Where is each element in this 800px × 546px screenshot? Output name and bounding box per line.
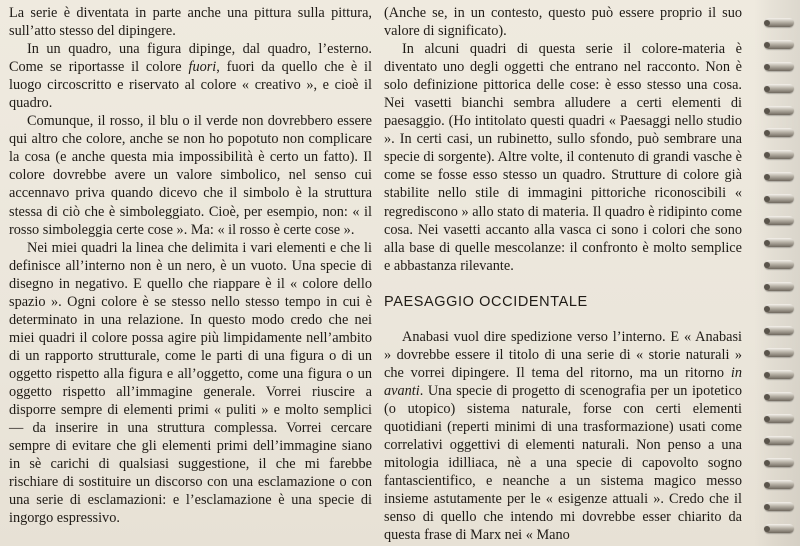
spiral-binding [754, 0, 800, 546]
binding-hole [764, 42, 770, 48]
binding-hole [764, 328, 770, 334]
paragraph-text: Anabasi vuol dire spedizione verso l’interno. E « Anabasi » dovrebbe essere il titolo di una serie di « storie naturali » che vorrei dipingere. Il tema del ritorno, ma un ritorno [384, 328, 742, 381]
binding-hole [764, 218, 770, 224]
binding-hole [764, 394, 770, 400]
binding-hole [764, 438, 770, 444]
section-heading: PAESAGGIO OCCIDENTALE [384, 293, 588, 310]
binding-hole [764, 284, 770, 290]
binding-hole [764, 372, 770, 378]
paragraph-text: . Una specie di progetto di scenografia per un ipotetico (o utopico) sistema naturale, forse con certi elementi quotidiani (reperti minimi di una trasformazione) usati come correlativi oggettivi di elementi naturali. Non penso a una mitologia idilliaca, nè a una specie di capovolto sogno fantascientifico, e neanche a un sistema magico messo insieme astutamente per le « esigenze attuali ». Credo che il senso di quello che intendo mi dovrebbe esser chiarito da questa frase di Marx nei « Mano [384, 382, 742, 544]
paragraph: Nei miei quadri la linea che delimita i vari elementi e che li definisce all’interno non è un nero, è un vuoto. Una specie di disegno in negativo. E quello che riappare è il « colore dello spazio ». Ogni colore è se stesso nello stesso tempo in cui è determinato in una relazione. In questo modo credo che nei miei quadri il colore possa agire più limpidamente nell’ambito di un rapporto strutturale, come le parti di una figura o di un oggetto rispetto alla figura e all’oggetto, come una figura o un oggetto rispetto all’immagine generale. Vorrei riuscire a disporre sempre di elementi primi « puliti » e molto semplici — da inserire in una struttura complessa. Vorrei cercare sempre di evitare che gli elementi primi dell’immagine siano in sè carichi di qualsiasi suggestione, il che mi farebbe rischiare di sostituire un discorso con una esclamazione o con una serie di esclamazioni: e l’esclamazione è una specie di ingorgo espressivo. [9, 239, 372, 527]
binding-hole [764, 460, 770, 466]
binding-hole [764, 306, 770, 312]
binding-hole [764, 416, 770, 422]
binding-hole [764, 482, 770, 488]
binding-hole [764, 526, 770, 532]
binding-hole [764, 86, 770, 92]
paragraph-text: , fuori da quello che è il luogo circoscritto e riservato al colore « creativo », e cioè il quadro. [9, 59, 372, 112]
spacer [384, 311, 742, 328]
binding-hole [764, 20, 770, 26]
right-column [384, 4, 742, 544]
paragraph: La serie è diventata in parte anche una pittura sulla pittura, sull’atto stesso del dipingere. [9, 5, 372, 40]
binding-hole [764, 196, 770, 202]
binding-hole [764, 64, 770, 70]
paragraph-text: In un quadro, una figura dipinge, dal quadro, l’esterno. Come se riportasse il colore [9, 41, 372, 76]
paragraph: Comunque, il rosso, il blu o il verde non dovrebbero essere qui altro che colore, anche se non ho popotuto non complicare la cosa (e anche questa mia impossibilità è certo un fatto). Il colore dovrebbe avere un valore simbolico, nel senso cui accennavo priva quando dicevo che il simbolo è la struttura stessa di ciò che è simboleggiato. Cioè, per esempio, non: « il rosso simboleggia certe cose ». Ma: « il rosso è certe cose ». [9, 113, 372, 238]
binding-hole [764, 262, 770, 268]
left-column [9, 4, 372, 527]
binding-hole [764, 174, 770, 180]
paragraph: In alcuni quadri di questa serie il colore-materia è diventato uno degli oggetti che entrano nel racconto. Non è solo definizione pittorica delle cose: è esso stesso una cosa. Nei vasetti bianchi sembra alludere a certi elementi di paesaggio. (Ho intitolato questi quadri « Paesaggi nello studio ». In certi casi, un rubinetto, sullo sfondo, può sembrare una specie di sorgente). Altre volte, il contenuto di grandi vasche è come se fosse esso stesso un quadro. Strutture di colore già stabilite nello stile di immagini pittoriche riconoscibili « regrediscono » allo stato di materia. Il quadro è ridipinto come cosa. Nei vasetti accanto alla vasca ci sono i colori che sono alla base di quelle mescolanze: il confronto è molto semplice e abbastanza rilevante. [384, 41, 742, 274]
paragraph [9, 40, 372, 112]
spacer [384, 275, 742, 293]
paragraph: (Anche se, in un contesto, questo può essere proprio il suo valore di significato). [384, 5, 742, 40]
binding-hole [764, 504, 770, 510]
binding-hole [764, 108, 770, 114]
binding-hole [764, 130, 770, 136]
italic-phrase: in avanti [384, 364, 742, 399]
paragraph [384, 328, 742, 545]
binding-hole [764, 152, 770, 158]
binding-hole [764, 240, 770, 246]
binding-hole [764, 350, 770, 356]
italic-word: fuori [188, 59, 217, 76]
